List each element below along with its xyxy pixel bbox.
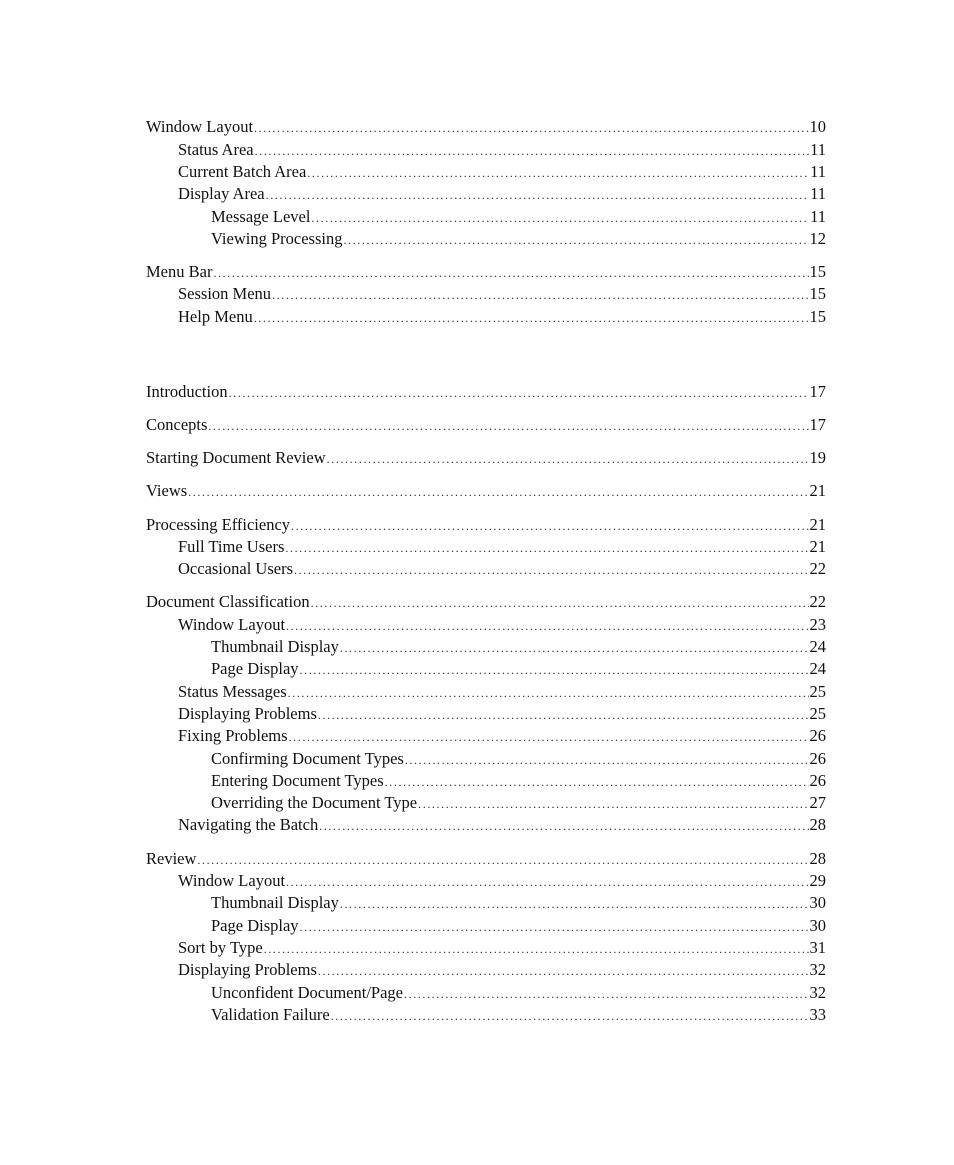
toc-entry-page: 15 bbox=[809, 307, 826, 326]
toc-entry-title: Thumbnail Display bbox=[211, 637, 339, 656]
toc-entry-title: Displaying Problems bbox=[178, 704, 317, 723]
toc-entry-title: Fixing Problems bbox=[178, 726, 288, 745]
toc-entry-title: Status Area bbox=[178, 140, 254, 159]
toc-entry-title: Window Layout bbox=[178, 615, 286, 634]
toc-entry-title: Page Display bbox=[211, 916, 299, 935]
toc-entry-page: 12 bbox=[809, 229, 826, 248]
dot-leader bbox=[418, 794, 808, 814]
toc-entry-title: Unconfident Document/Page bbox=[211, 983, 403, 1002]
toc-entry-page: 26 bbox=[809, 749, 826, 768]
toc-entry-title: Entering Document Types bbox=[211, 771, 384, 790]
dot-leader bbox=[318, 961, 809, 981]
toc-entry-page: 21 bbox=[809, 537, 826, 556]
dot-leader bbox=[197, 850, 808, 870]
toc-entry-page: 32 bbox=[809, 983, 826, 1002]
toc-entry-page: 22 bbox=[809, 559, 826, 578]
toc-entry-page: 30 bbox=[809, 916, 826, 935]
toc-entry-page: 21 bbox=[809, 515, 826, 534]
toc-entry-page: 21 bbox=[809, 481, 826, 500]
toc-entry-title: Menu Bar bbox=[146, 262, 213, 281]
toc-entry-title: Processing Efficiency bbox=[146, 515, 291, 534]
toc-entry[interactable] bbox=[146, 749, 826, 769]
toc-entry[interactable] bbox=[146, 637, 826, 657]
toc-entry-page: 25 bbox=[809, 704, 826, 723]
toc-entry-page: 17 bbox=[809, 382, 826, 401]
toc-entry[interactable] bbox=[146, 916, 826, 936]
toc-entry-page: 22 bbox=[809, 592, 826, 611]
toc-entry[interactable] bbox=[146, 284, 826, 304]
dot-leader bbox=[311, 593, 809, 613]
toc-entry[interactable] bbox=[146, 815, 826, 835]
toc-entry-page: 15 bbox=[809, 262, 826, 281]
toc-entry[interactable] bbox=[146, 1005, 826, 1025]
toc-entry-title: Window Layout bbox=[178, 871, 286, 890]
toc-entry-page: 23 bbox=[809, 615, 826, 634]
dot-leader bbox=[255, 141, 809, 161]
dot-leader bbox=[319, 816, 808, 836]
toc-entry[interactable] bbox=[146, 307, 826, 327]
toc-entry[interactable] bbox=[146, 481, 826, 501]
toc-entry-page: 29 bbox=[809, 871, 826, 890]
toc-entry[interactable] bbox=[146, 682, 826, 702]
toc-entry-title: Current Batch Area bbox=[178, 162, 307, 181]
toc-entry-page: 33 bbox=[809, 1005, 826, 1024]
dot-leader bbox=[188, 482, 808, 502]
dot-leader bbox=[307, 163, 809, 183]
toc-entry-page: 11 bbox=[810, 184, 826, 203]
toc-entry[interactable] bbox=[146, 162, 826, 182]
toc-entry-page: 31 bbox=[809, 938, 826, 957]
toc-entry[interactable] bbox=[146, 537, 826, 557]
toc-entry[interactable] bbox=[146, 726, 826, 746]
toc-entry-page: 32 bbox=[809, 960, 826, 979]
toc-entry-title: Validation Failure bbox=[211, 1005, 330, 1024]
toc-entry[interactable] bbox=[146, 382, 826, 402]
toc-entry-title: Status Messages bbox=[178, 682, 287, 701]
toc-entry[interactable] bbox=[146, 262, 826, 282]
toc-entry-page: 27 bbox=[809, 793, 826, 812]
dot-leader bbox=[229, 383, 809, 403]
toc-entry[interactable] bbox=[146, 140, 826, 160]
toc-entry[interactable] bbox=[146, 515, 826, 535]
dot-leader bbox=[318, 705, 809, 725]
toc-entry[interactable] bbox=[146, 184, 826, 204]
toc-entry[interactable] bbox=[146, 849, 826, 869]
toc-entry-title: Navigating the Batch bbox=[178, 815, 319, 834]
toc-entry[interactable] bbox=[146, 960, 826, 980]
dot-leader bbox=[300, 917, 809, 937]
dot-leader bbox=[343, 230, 808, 250]
dot-leader bbox=[288, 683, 809, 703]
toc-entry-title: Overriding the Document Type bbox=[211, 793, 418, 812]
toc-entry-page: 26 bbox=[809, 726, 826, 745]
dot-leader bbox=[286, 872, 808, 892]
toc-entry[interactable] bbox=[146, 117, 826, 137]
toc-entry-page: 19 bbox=[809, 448, 826, 467]
toc-entry-page: 17 bbox=[809, 415, 826, 434]
dot-leader bbox=[340, 638, 809, 658]
dot-leader bbox=[340, 894, 809, 914]
toc-entry-title: Confirming Document Types bbox=[211, 749, 404, 768]
toc-entry-title: Sort by Type bbox=[178, 938, 263, 957]
toc-entry-page: 11 bbox=[810, 162, 826, 181]
toc-entry-page: 24 bbox=[809, 637, 826, 656]
dot-leader bbox=[254, 308, 809, 328]
toc-entry-title: Page Display bbox=[211, 659, 299, 678]
toc-entry[interactable] bbox=[146, 771, 826, 791]
toc-entry-title: Thumbnail Display bbox=[211, 893, 339, 912]
toc-entry[interactable] bbox=[146, 704, 826, 724]
dot-leader bbox=[213, 263, 808, 283]
toc-entry[interactable] bbox=[146, 592, 826, 612]
dot-leader bbox=[264, 939, 809, 959]
dot-leader bbox=[300, 660, 809, 680]
toc-entry[interactable] bbox=[146, 448, 826, 468]
toc-entry-title: Session Menu bbox=[178, 284, 272, 303]
toc-entry[interactable] bbox=[146, 893, 826, 913]
toc-entry-title: Display Area bbox=[178, 184, 265, 203]
toc-entry[interactable] bbox=[146, 229, 826, 249]
dot-leader bbox=[286, 616, 808, 636]
toc-entry-title: Displaying Problems bbox=[178, 960, 317, 979]
toc-entry[interactable] bbox=[146, 938, 826, 958]
toc-entry-title: Introduction bbox=[146, 382, 228, 401]
toc-entry-page: 15 bbox=[809, 284, 826, 303]
dot-leader bbox=[327, 449, 809, 469]
toc-entry-page: 30 bbox=[809, 893, 826, 912]
toc-entry[interactable] bbox=[146, 559, 826, 579]
dot-leader bbox=[208, 416, 808, 436]
toc-entry[interactable] bbox=[146, 615, 826, 635]
dot-leader bbox=[311, 208, 809, 228]
dot-leader bbox=[289, 727, 809, 747]
toc-entry-page: 11 bbox=[810, 207, 826, 226]
toc-entry[interactable] bbox=[146, 871, 826, 891]
dot-leader bbox=[272, 285, 808, 305]
toc-entry-page: 25 bbox=[809, 682, 826, 701]
toc-entry-title: Concepts bbox=[146, 415, 208, 434]
toc-entry-page: 10 bbox=[809, 117, 826, 136]
toc-entry[interactable] bbox=[146, 415, 826, 435]
toc-entry-title: Window Layout bbox=[146, 117, 254, 136]
toc-entry-title: Document Classification bbox=[146, 592, 310, 611]
toc-entry-page: 11 bbox=[810, 140, 826, 159]
toc-entry-page: 26 bbox=[809, 771, 826, 790]
toc-entry[interactable] bbox=[146, 983, 826, 1003]
toc-entry[interactable] bbox=[146, 659, 826, 679]
toc-entry-title: Occasional Users bbox=[178, 559, 294, 578]
toc-entry-title: Starting Document Review bbox=[146, 448, 326, 467]
dot-leader bbox=[385, 772, 809, 792]
toc-entry-title: Viewing Processing bbox=[211, 229, 343, 248]
toc-entry[interactable] bbox=[146, 793, 826, 813]
dot-leader bbox=[405, 750, 809, 770]
dot-leader bbox=[285, 538, 808, 558]
dot-leader bbox=[404, 984, 809, 1004]
toc-entry-title: Review bbox=[146, 849, 197, 868]
dot-leader bbox=[291, 516, 808, 536]
toc-entry-title: Help Menu bbox=[178, 307, 253, 326]
toc-entry-title: Full Time Users bbox=[178, 537, 285, 556]
toc-entry[interactable] bbox=[146, 207, 826, 227]
dot-leader bbox=[331, 1006, 809, 1026]
toc-entry-page: 24 bbox=[809, 659, 826, 678]
toc-entry-page: 28 bbox=[809, 849, 826, 868]
dot-leader bbox=[294, 560, 808, 580]
toc-entry-page: 28 bbox=[809, 815, 826, 834]
dot-leader bbox=[266, 185, 810, 205]
dot-leader bbox=[254, 118, 808, 138]
toc-entry-title: Message Level bbox=[211, 207, 311, 226]
toc-entry-title: Views bbox=[146, 481, 188, 500]
